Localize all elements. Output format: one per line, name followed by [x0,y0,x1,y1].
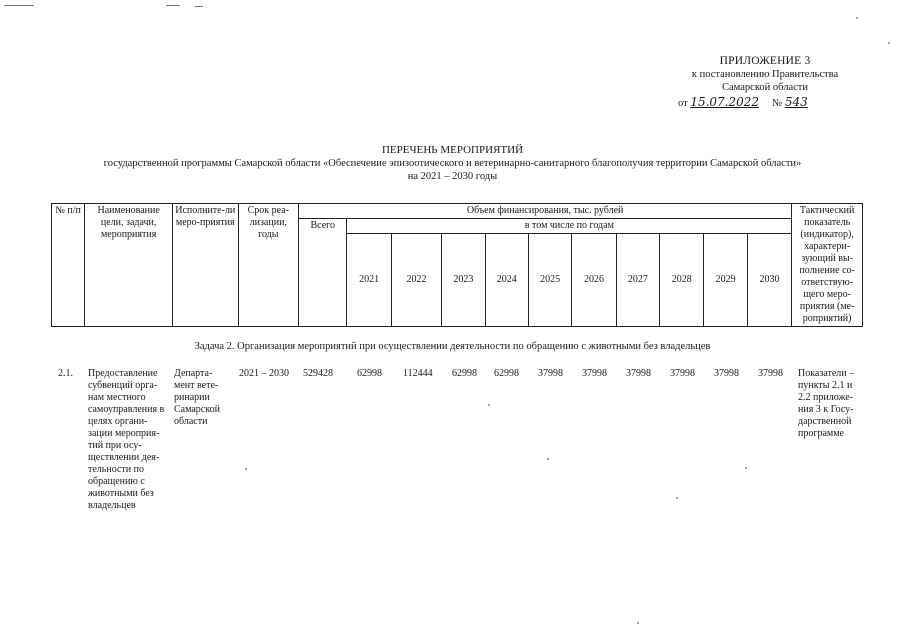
item-indicator: Показатели – пункты 2.1 и 2.2 приложе-ния 3 к Госу-дарственной программе [798,368,855,439]
item-value: 62998 [357,368,382,379]
year-header: 2022 [391,234,441,327]
item-value: 62998 [452,368,477,379]
scan-dot [676,497,678,499]
item-total: 529428 [303,368,333,379]
col-exec-header: Исполните-ли меро-приятия [173,204,239,327]
scan-dot [856,17,858,19]
year-header: 2026 [572,234,616,327]
heading-title: ПЕРЕЧЕНЬ МЕРОПРИЯТИЙ [381,144,524,156]
header-table [51,203,863,327]
appendix-line2: Самарской области [722,82,808,93]
scan-dot [547,458,549,460]
document-heading [0,144,905,183]
item-value: 37998 [582,368,607,379]
number-label: № [772,98,783,109]
year-header: 2028 [660,234,704,327]
heading-subtitle: государственной программы Самарской области «Обеспечение эпизоотического и ветеринарно-санитарного благополучия территории Самарской области» [103,158,802,169]
item-executor: Департа-мент вете-ринарии Самарской области [174,368,220,427]
item-value: 37998 [670,368,695,379]
from-label: от [678,98,688,109]
handwritten-number: 543 [784,95,808,109]
item-value: 37998 [714,368,739,379]
col-total-header: Всего [299,219,347,327]
col-funding-header: Объем финансирования, тыс. рублей [299,204,792,219]
year-header: 2025 [528,234,571,327]
scan-artifact [166,5,180,6]
scan-artifact [4,5,34,6]
scan-dot [488,404,490,406]
heading-period: на 2021 – 2030 годы [407,171,498,182]
year-header: 2030 [747,234,792,327]
year-header: 2027 [616,234,659,327]
year-header: 2024 [485,234,528,327]
appendix-block [640,55,890,110]
task-heading: Задача 2. Организация мероприятий при осуществлении деятельности по обращению с животными без владельцев [194,341,711,352]
col-num-header: № п/п [52,204,85,327]
appendix-title: ПРИЛОЖЕНИЕ 3 [719,55,811,67]
col-name-header: Наименование цели, задачи, мероприятия [85,204,173,327]
col-byyear-header: в том числе по годам [347,219,792,234]
scan-dot [245,468,247,470]
item-term: 2021 – 2030 [239,368,289,379]
item-value: 112444 [403,368,433,379]
year-header: 2021 [347,234,391,327]
col-indicator-header: Тактический показатель (индикатор), характери-зующий вы-полнение со-ответствую-щего меро-приятия (ме-роприятий) [792,204,863,327]
item-value: 62998 [494,368,519,379]
year-header: 2023 [442,234,485,327]
appendix-signature-line [640,96,890,110]
scan-dot [745,467,747,469]
scan-dot [637,622,639,624]
year-header: 2029 [704,234,747,327]
item-value: 37998 [758,368,783,379]
appendix-line1: к постановлению Правительства [691,69,839,80]
scan-dot [888,42,890,44]
item-name: Предоставление субвенций орга-нам местного самоуправления в целях органи-зации мероприя-тий при осу-ществлении дея-тельности по обращению с животными без владельцев [88,368,165,511]
col-term-header: Срок реа-лизации, годы [238,204,299,327]
item-value: 37998 [538,368,563,379]
scan-artifact [195,6,203,7]
item-num: 2.1. [58,368,73,379]
item-value: 37998 [626,368,651,379]
handwritten-date: 15.07.2022 [690,95,760,109]
